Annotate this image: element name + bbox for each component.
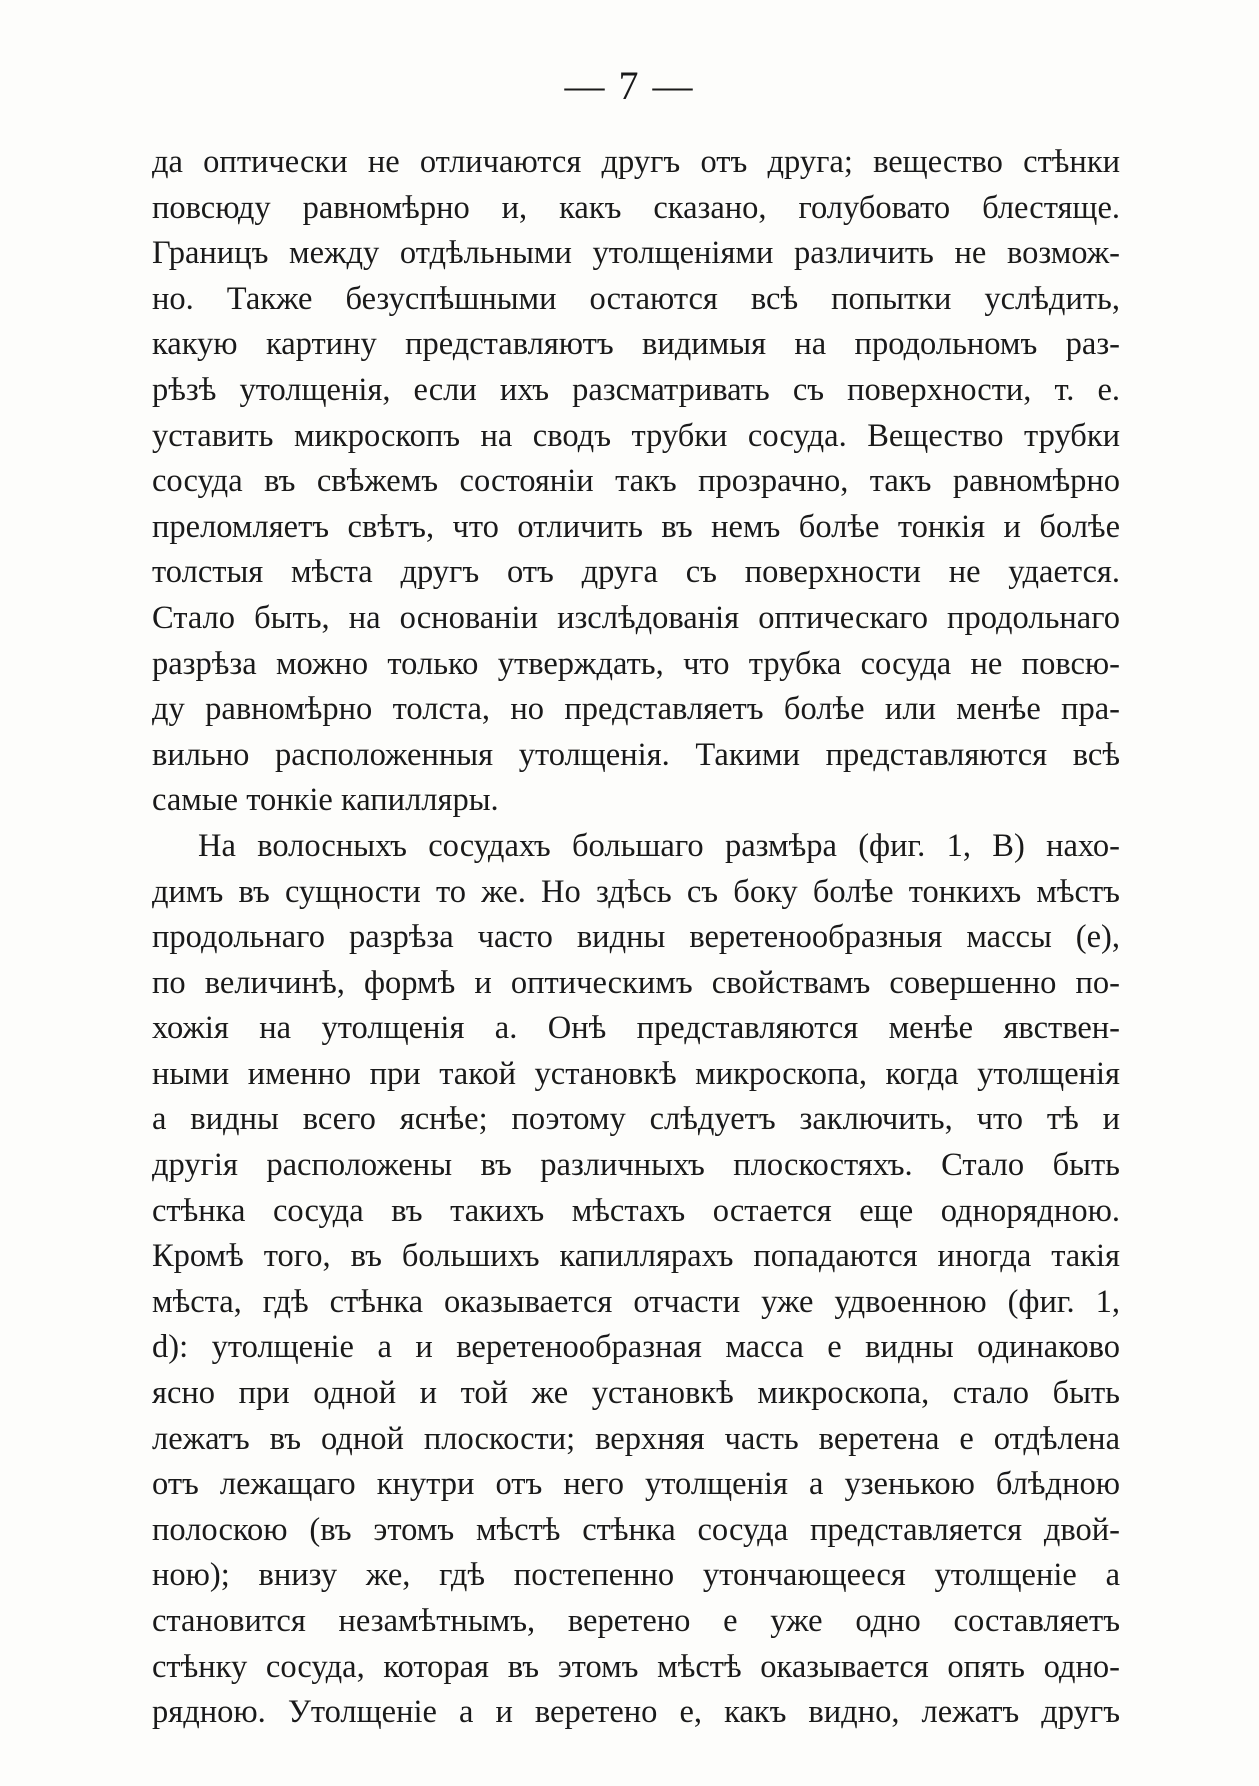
text-line: полоскою (въ этомъ мѣстѣ стѣнка сосуда представляется двой- xyxy=(152,1511,1120,1548)
text-line: но. Также безуспѣшными остаются всѣ попытки услѣдить, xyxy=(152,280,1120,317)
text-line: На волосныхъ сосудахъ большаго размѣра (фиг. 1, B) нахо- xyxy=(198,827,1120,864)
text-line: какую картину представляютъ видимыя на продольномъ раз- xyxy=(152,326,1120,363)
text-line: Кромѣ того, въ большихъ капиллярахъ попадаются иногда такія xyxy=(152,1238,1120,1275)
text-line: рѣзѣ утолщенія, если ихъ разсматривать съ поверхности, т. е. xyxy=(152,371,1120,408)
text-line: d): утолщеніе a и веретенообразная масса e видны одинаково xyxy=(152,1329,1120,1366)
page-number: — 7 — xyxy=(564,63,695,108)
text-line: да оптически не отличаются другъ отъ друга; вещество стѣнки xyxy=(152,144,1120,180)
text-line: мѣста, гдѣ стѣнка оказывается отчасти уже удвоенною (фиг. 1, xyxy=(152,1283,1120,1320)
text-line: толстыя мѣста другъ отъ друга съ поверхности не удается. xyxy=(152,554,1120,591)
text-line: Стало быть, на основаніи изслѣдованія оптическаго продольнаго xyxy=(152,599,1120,636)
text-line: ясно при одной и той же установкѣ микроскопа, стало быть xyxy=(152,1375,1120,1412)
text-line: становится незамѣтнымъ, веретено e уже одно составляетъ xyxy=(152,1603,1120,1639)
text-line: ными именно при такой установкѣ микроскопа, когда утолщенія xyxy=(152,1055,1120,1092)
text-line: отъ лежащаго кнутри отъ него утолщенія a узенькою блѣдною xyxy=(152,1466,1120,1503)
text-line: сосуда въ свѣжемъ состояніи такъ прозрачно, такъ равномѣрно xyxy=(152,463,1120,500)
text-line: хожія на утолщенія a. Онѣ представляются менѣе явствен- xyxy=(152,1010,1120,1047)
body-text xyxy=(152,140,1120,1736)
text-line: повсюду равномѣрно и, какъ сказано, голубовато блестяще. xyxy=(152,189,1120,226)
text-line: стѣнка сосуда въ такихъ мѣстахъ остается еще однорядною. xyxy=(152,1192,1120,1229)
text-line: самые тонкіе капилляры. xyxy=(152,782,499,819)
text-line: a видны всего яснѣе; поэтому слѣдуетъ заключить, что тѣ и xyxy=(152,1101,1120,1138)
text-line: разрѣза можно только утверждать, что трубка сосуда не повсю- xyxy=(152,645,1120,682)
text-line: лежатъ въ одной плоскости; верхняя часть веретена e отдѣлена xyxy=(152,1420,1120,1457)
text-line: уставить микроскопъ на сводъ трубки сосуда. Вещество трубки xyxy=(152,417,1120,454)
text-line: ду равномѣрно толста, но представляетъ болѣе или менѣе пра- xyxy=(152,691,1120,728)
text-line: димъ въ сущности то же. Но здѣсь съ боку болѣе тонкихъ мѣстъ xyxy=(152,873,1120,910)
text-line: ною); внизу же, гдѣ постепенно утончающееся утолщеніе a xyxy=(152,1557,1120,1594)
text-line: по величинѣ, формѣ и оптическимъ свойствамъ совершенно по- xyxy=(152,964,1120,1001)
text-line: преломляетъ свѣтъ, что отличить въ немъ болѣе тонкія и болѣе xyxy=(152,508,1120,545)
text-line: Границъ между отдѣльными утолщеніями различить не возмож- xyxy=(152,235,1120,272)
text-line: другія расположены въ различныхъ плоскостяхъ. Стало быть xyxy=(152,1147,1120,1184)
text-line: рядною. Утолщеніе a и веретено e, какъ видно, лежатъ другъ xyxy=(152,1694,1120,1731)
text-line: продольнаго разрѣза часто видны веретенообразныя массы (e), xyxy=(152,919,1120,956)
text-line: вильно расположенныя утолщенія. Такими представляются всѣ xyxy=(152,736,1120,773)
text-line: стѣнку сосуда, которая въ этомъ мѣстѣ оказывается опять одно- xyxy=(152,1648,1120,1685)
